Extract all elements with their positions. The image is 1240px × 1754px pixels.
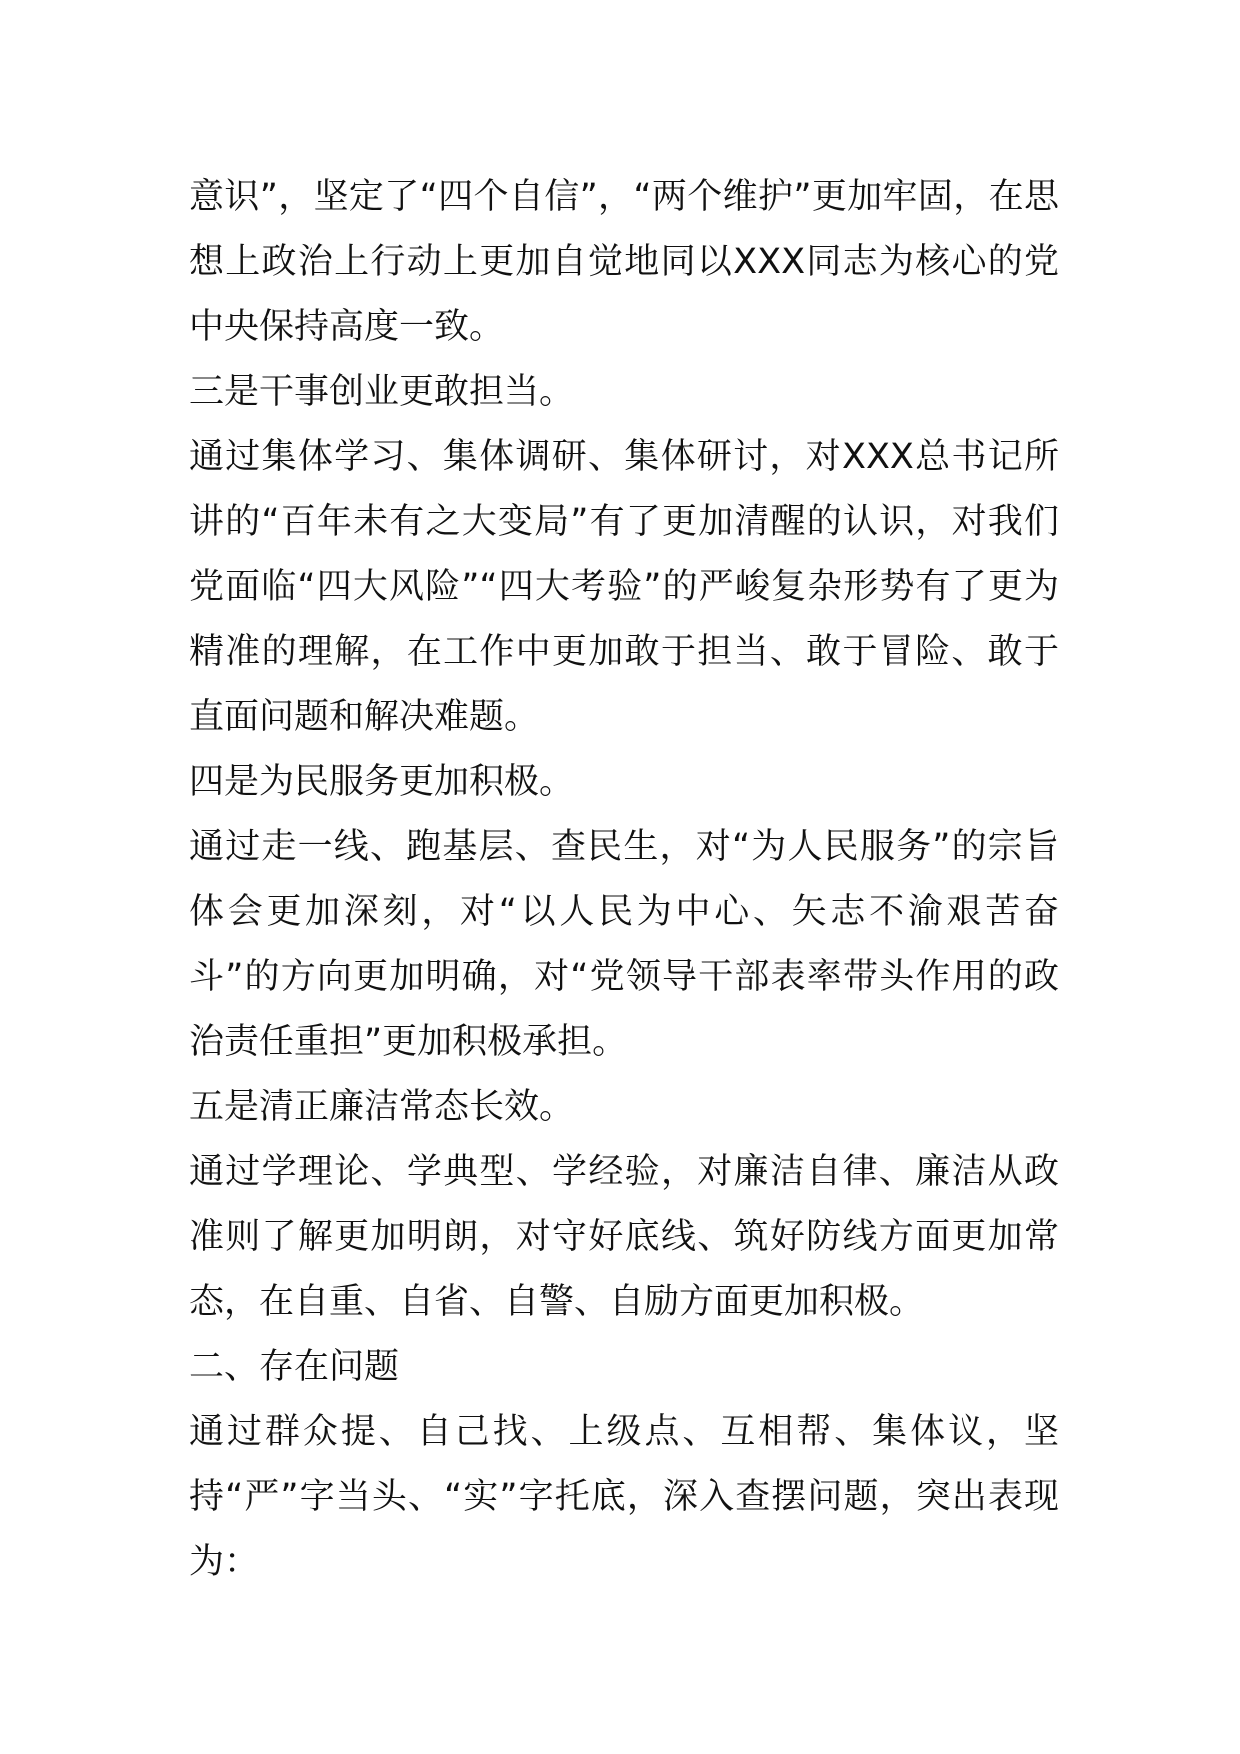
document-body [189, 165, 1059, 1595]
section-heading-four: 四是为民服务更加积极。 [189, 762, 575, 802]
paragraph-continuation: 意识”，坚定了“四个自信”，“两个维护”更加牢固，在思想上政治上行动上更加自觉地同以XXX同志为核心的党中央保持高度一致。 [189, 177, 1059, 347]
section-heading-five: 五是清正廉洁常态长效。 [189, 1087, 575, 1127]
section-heading-three: 三是干事创业更敢担当。 [189, 372, 575, 412]
paragraph-problems-body: 通过群众提、自己找、上级点、互相帮、集体议，坚持“严”字当头、“实”字托底，深入查摆问题，突出表现为： [189, 1412, 1060, 1582]
paragraph-three-body: 通过集体学习、集体调研、集体研讨，对XXX总书记所讲的“百年未有之大变局”有了更加清醒的认识，对我们党面临“四大风险”“四大考验”的严峻复杂形势有了更为精准的理解，在工作中更加敢于担当、敢于冒险、敢于直面问题和解决难题。 [189, 437, 1059, 737]
section-heading-problems: 二、存在问题 [189, 1347, 400, 1387]
paragraph-five-body: 通过学理论、学典型、学经验，对廉洁自律、廉洁从政准则了解更加明朗，对守好底线、筑好防线方面更加常态，在自重、自省、自警、自励方面更加积极。 [189, 1152, 1059, 1322]
paragraph-four-body: 通过走一线、跑基层、查民生，对“为人民服务”的宗旨体会更加深刻，对“以人民为中心、矢志不渝艰苦奋斗”的方向更加明确，对“党领导干部表率带头作用的政治责任重担”更加积极承担。 [189, 827, 1059, 1062]
